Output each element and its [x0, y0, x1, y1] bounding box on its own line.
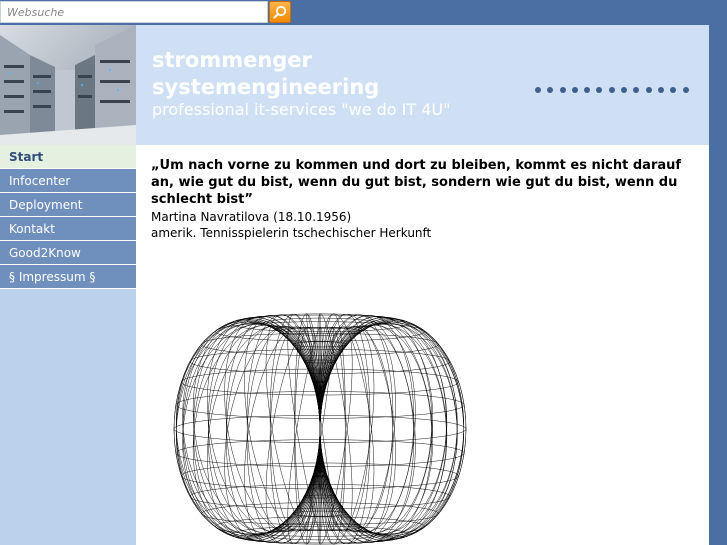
right-edge-bar [709, 25, 727, 545]
main-content [151, 157, 691, 241]
nav-item-deployment[interactable]: Deployment [0, 193, 136, 217]
nav-item-start[interactable]: Start [0, 145, 136, 169]
brand-name [152, 47, 379, 101]
nav-item-impressum[interactable]: § Impressum § [0, 265, 136, 289]
quote-author-info: amerik. Tennisspielerin tschechischer Herkunft [151, 226, 432, 240]
quote-author: Martina Navratilova (18.10.1956) [151, 210, 352, 224]
header-banner [0, 25, 709, 145]
nav-item-good2know[interactable]: Good2Know [0, 241, 136, 265]
torus-wireframe-image [170, 313, 470, 545]
brand-line-1: strommenger [152, 48, 312, 72]
tagline: professional it-services "we do IT 4U" [152, 100, 451, 119]
nav-item-kontakt[interactable]: Kontakt [0, 217, 136, 241]
search-input[interactable] [3, 3, 273, 21]
decorative-dots [535, 78, 705, 88]
magnifier-icon [273, 5, 287, 19]
search-button[interactable] [269, 1, 291, 23]
nav-item-infocenter[interactable]: Infocenter [0, 169, 136, 193]
brand-line-2: systemengineering [152, 75, 380, 99]
search-box [0, 1, 268, 23]
server-room-image [0, 25, 136, 145]
sidebar [0, 145, 136, 545]
quote-text: „Um nach vorne zu kommen und dort zu bleiben, kommt es nicht darauf an, wie gut du bist, wenn du gut bist, sondern wie gut du bist, wenn du schlecht bist” [151, 158, 682, 207]
